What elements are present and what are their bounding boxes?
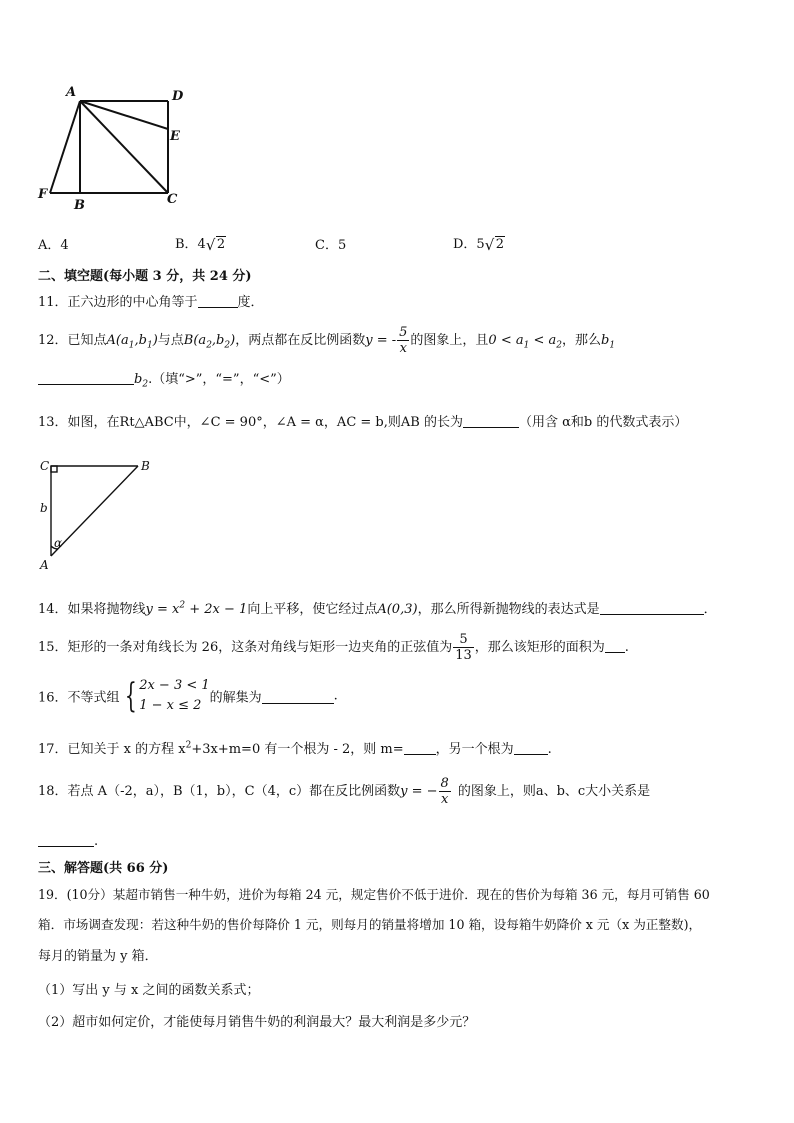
- answer-blank: [600, 600, 704, 615]
- exponent: 2: [185, 740, 192, 751]
- sqrt-symbol: [485, 237, 505, 252]
- q14-text: 向上平移，使它经过点: [247, 602, 378, 617]
- q14-text: 14．如果将抛物线: [38, 602, 146, 617]
- fig1-label-b: B: [74, 198, 85, 212]
- q11-after: 度．: [237, 295, 264, 310]
- q15-text: 15．矩形的一条对角线长为 26，这条对角线与矩形一边夹角的正弦值为: [38, 640, 453, 655]
- fig1-label-d: D: [172, 89, 184, 104]
- answer-blank: [404, 740, 436, 755]
- point-b: $B(a_2,b_2)$: [183, 333, 236, 351]
- section-heading-fill-blank: 二、填空题(每小题 3 分，共 24 分): [38, 269, 252, 284]
- answer-blank: [262, 689, 334, 704]
- q12-line2-text: .（填“>”，“=”，“<”）: [148, 372, 290, 387]
- q16-end: .: [333, 688, 338, 704]
- option-d-prefix: D．5: [453, 237, 485, 252]
- q18-end: .: [94, 834, 99, 849]
- fig1-label-e: E: [170, 129, 180, 144]
- function-y: y = -: [365, 333, 397, 348]
- question-13: [38, 411, 687, 430]
- question-19-line2: 箱．市场调查发现：若这种牛奶的售价每降价 1 元，则每月的销量将增加 10 箱，设每箱牛奶降价 x 元（x 为正整数)，: [38, 917, 702, 932]
- fig1-label-a: A: [66, 85, 77, 100]
- question-19-line1: 19．(10分）某超市销售一种牛奶，进价为每箱 24 元，规定售价不低于进价．现在的售价为每箱 36 元，每月可销售 60: [38, 887, 710, 902]
- figure-square-diagram: [30, 82, 200, 212]
- b1: $b_1$: [601, 333, 616, 351]
- q13-after: （用含 α和b 的代数式表示）: [518, 415, 688, 430]
- question-15: [38, 630, 629, 666]
- fraction: $\frac{5}{x}$: [399, 325, 408, 356]
- question-19-sub2: （2）超市如何定价，才能使每月销售牛奶的利润最大？最大利润是多少元？: [38, 1015, 476, 1030]
- question-12: [38, 324, 615, 363]
- q17-text: +3x+m=0 有一个根为 - 2，则 m=: [191, 742, 404, 757]
- question-17: [38, 738, 552, 757]
- question-18-line2: [38, 832, 98, 849]
- option-d-radicand: 2: [495, 237, 504, 252]
- point-a: A(0,3): [377, 602, 418, 617]
- answer-blank: [38, 832, 94, 847]
- answer-blank: [38, 370, 134, 385]
- figure-right-triangle: [34, 455, 164, 575]
- q13-text: 13．如图，在Rt△ABC中，∠C = 90°，∠A = α，AC = b,则AB 的长为: [38, 415, 463, 430]
- q18-after: 的图象上，则a、b、c大小关系是: [457, 784, 651, 799]
- option-d: [453, 233, 505, 252]
- answer-blank: [605, 638, 625, 653]
- question-19-line3: 每月的销量为 y 箱．: [38, 949, 158, 964]
- fig2-label-b-side: b: [40, 501, 48, 515]
- q12-text: 与点: [157, 333, 184, 348]
- q14-end: ．: [703, 602, 717, 617]
- sqrt-symbol: [206, 237, 226, 252]
- b2: $b_2$: [134, 372, 149, 390]
- fig2-label-b-vertex: B: [141, 459, 150, 473]
- q14-text: ，那么所得新抛物线的表达式是: [417, 602, 600, 617]
- q17-text: ，另一个根为: [435, 742, 514, 757]
- question-19-sub1: （1）写出 y 与 x 之间的函数关系式；: [38, 983, 260, 998]
- option-b: [175, 233, 226, 252]
- q12-text: ，两点都在反比例函数: [235, 333, 366, 348]
- q17-text: 17．已知关于 x 的方程 x: [38, 742, 186, 757]
- q15-end: .: [624, 640, 629, 655]
- condition: $0 < a_1 < a_2$: [488, 333, 562, 351]
- fraction: $\frac{5}{13}$: [455, 632, 472, 663]
- q17-end: .: [547, 742, 552, 757]
- question-16: [38, 676, 338, 716]
- fig2-label-c: C: [40, 459, 50, 473]
- brace-icon: {: [124, 676, 137, 716]
- answer-blank: [514, 740, 548, 755]
- option-a: A．4: [38, 238, 69, 253]
- q16-after: 的解集为: [209, 690, 262, 706]
- fig2-label-alpha: α: [54, 536, 63, 550]
- q11-text: 11．正六边形的中心角等于: [38, 295, 198, 310]
- point-a: $A(a_1,b_1)$: [106, 333, 158, 351]
- question-11: [38, 291, 264, 310]
- q18-text: 18．若点 A（-2，a），B（1，b），C（4，c）都在反比例函数: [38, 784, 401, 799]
- q12-text: 12．已知点: [38, 333, 107, 348]
- option-c: C．5: [315, 238, 347, 253]
- q12-text: ，那么: [562, 333, 602, 348]
- question-18: [38, 774, 650, 810]
- q15-after: ，那么该矩形的面积为: [474, 640, 605, 655]
- option-b-radicand: 2: [216, 237, 226, 252]
- answer-blank: [198, 293, 238, 308]
- fraction: $\frac{8}{x}$: [440, 776, 449, 807]
- function-y: y = −: [400, 784, 438, 799]
- option-b-prefix: B．4: [175, 237, 206, 252]
- answer-blank: [463, 413, 519, 428]
- question-14: [38, 598, 717, 617]
- fig1-label-f: F: [38, 187, 48, 202]
- inequality-system: 2x − 3 < 1 1 − x ≤ 2: [139, 678, 210, 713]
- fig2-label-a: A: [40, 558, 49, 572]
- question-12-line2: [38, 368, 290, 390]
- q16-text: 16．不等式组: [38, 690, 120, 706]
- section-heading-solve: 三、解答题(共 66 分): [38, 861, 169, 876]
- q12-text: 的图象上，且: [410, 333, 489, 348]
- fig1-label-c: C: [167, 192, 178, 207]
- parabola-equation: $y = x^2 + 2x - 1$: [145, 600, 248, 617]
